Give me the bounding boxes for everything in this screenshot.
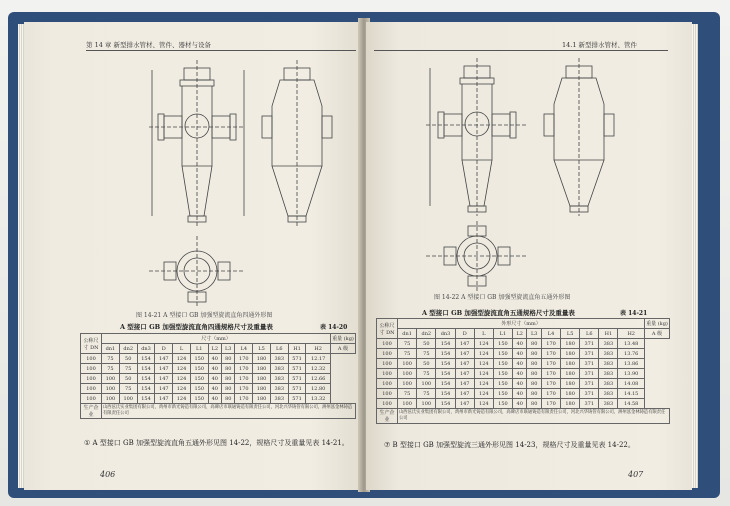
table-cell: 13.90 xyxy=(618,369,645,379)
table-cell: 100 xyxy=(102,394,120,404)
table-cell: 75 xyxy=(417,369,436,379)
sub-header: H2 xyxy=(306,344,331,354)
table-cell: 80 xyxy=(527,359,542,369)
table-cell: 100 xyxy=(102,384,120,394)
table-cell: 100 xyxy=(81,364,102,374)
table-cell: 147 xyxy=(155,364,173,374)
table-cell: 147 xyxy=(455,369,474,379)
table-cell: 147 xyxy=(455,339,474,349)
table-cell: 80 xyxy=(527,379,542,389)
table-cell: 100 xyxy=(102,374,120,384)
header-weight: 重量 (kg) xyxy=(331,334,356,344)
left-page xyxy=(24,22,362,490)
table-cell: 80 xyxy=(222,394,235,404)
table-cell: 154 xyxy=(137,394,155,404)
table-body xyxy=(81,354,356,404)
table-cell: 154 xyxy=(137,364,155,374)
table-row xyxy=(377,359,670,369)
table-cell: 40 xyxy=(208,384,221,394)
table-cell: 100 xyxy=(377,349,398,359)
page-number: 406 xyxy=(100,470,116,479)
sub-header: H1 xyxy=(599,329,618,339)
supplier-text: 山西泫氏实业集团有限公司，禹州市新光铸造有限公司，高碑店市联通铸造有限责任公司，河北兴华铸管有限公司，洲州泓金林铸造有限责任公司 xyxy=(398,409,670,424)
table-cell: 100 xyxy=(81,374,102,384)
table-cell: 75 xyxy=(398,339,417,349)
header-dimensions: 尺寸（mm） xyxy=(102,334,331,344)
table-cell: 180 xyxy=(561,379,580,389)
table-cell: 147 xyxy=(455,349,474,359)
table-cell: 80 xyxy=(222,354,235,364)
table-cell: 147 xyxy=(455,389,474,399)
table-cell: 571 xyxy=(288,394,306,404)
sub-header: A 级 xyxy=(331,344,356,354)
table-cell: 40 xyxy=(512,369,527,379)
table-cell: 150 xyxy=(493,349,512,359)
table-cell: 371 xyxy=(580,389,599,399)
table-cell: 80 xyxy=(527,339,542,349)
table-cell: 40 xyxy=(512,379,527,389)
sub-header: L4 xyxy=(235,344,253,354)
table-cell: 180 xyxy=(253,374,271,384)
table-cell: 12.32 xyxy=(306,364,331,374)
spec-table-right xyxy=(376,318,670,424)
table-cell: 40 xyxy=(208,394,221,404)
sub-header: dn2 xyxy=(417,329,436,339)
table-cell: 80 xyxy=(222,374,235,384)
table-cell: 14.58 xyxy=(618,399,645,409)
table-cell: 383 xyxy=(270,354,288,364)
header-rule xyxy=(86,50,356,51)
table-cell: 154 xyxy=(436,389,455,399)
table-cell: 14.15 xyxy=(618,389,645,399)
sub-header: L5 xyxy=(253,344,271,354)
table-cell: 150 xyxy=(493,399,512,409)
sub-header: L xyxy=(173,344,191,354)
table-cell: 50 xyxy=(119,374,137,384)
table-cell: 13.48 xyxy=(618,339,645,349)
spec-table-left xyxy=(80,333,356,419)
table-cell: 571 xyxy=(288,364,306,374)
sub-header: L xyxy=(474,329,493,339)
table-cell: 170 xyxy=(541,399,560,409)
table-cell: 383 xyxy=(599,359,618,369)
right-page-header: 14.1 新型排水管材、管件 xyxy=(562,41,638,49)
table-row xyxy=(81,394,356,404)
table-cell: 170 xyxy=(235,384,253,394)
table-cell: 170 xyxy=(541,339,560,349)
table-cell: 100 xyxy=(377,339,398,349)
table-row xyxy=(377,379,670,389)
table-number: 表 14-21 xyxy=(620,310,648,317)
table-cell: 180 xyxy=(253,384,271,394)
table-cell: 40 xyxy=(208,364,221,374)
table-cell: 170 xyxy=(541,389,560,399)
table-cell: 100 xyxy=(398,399,417,409)
table-cell: 170 xyxy=(235,394,253,404)
table-cell: 383 xyxy=(599,389,618,399)
sub-header: L4 xyxy=(541,329,560,339)
sub-header: dn1 xyxy=(102,344,120,354)
table-cell: 571 xyxy=(288,384,306,394)
table-cell: 100 xyxy=(377,369,398,379)
table-cell: 150 xyxy=(190,354,208,364)
sub-header: L1 xyxy=(190,344,208,354)
table-cell: 147 xyxy=(155,394,173,404)
table-cell: 150 xyxy=(190,384,208,394)
table-body xyxy=(377,339,670,409)
table-cell: 100 xyxy=(377,379,398,389)
table-cell: 154 xyxy=(137,354,155,364)
table-cell: 150 xyxy=(190,364,208,374)
sub-header: dn3 xyxy=(137,344,155,354)
table-row xyxy=(377,399,670,409)
header-dimensions: 外形尺寸（mm） xyxy=(398,319,645,329)
table-cell: 383 xyxy=(270,374,288,384)
table-cell: 75 xyxy=(102,354,120,364)
table-cell: 100 xyxy=(81,354,102,364)
table-cell: 170 xyxy=(541,379,560,389)
table-cell: 371 xyxy=(580,359,599,369)
header-dn: 公称尺寸 DN xyxy=(81,334,102,354)
table-cell: 150 xyxy=(190,394,208,404)
table-cell: 571 xyxy=(288,354,306,364)
table-cell: 75 xyxy=(119,384,137,394)
sub-header: dn1 xyxy=(398,329,417,339)
table-cell: 100 xyxy=(119,394,137,404)
table-cell: 170 xyxy=(541,369,560,379)
table-cell: 124 xyxy=(474,399,493,409)
table-cell: 50 xyxy=(417,359,436,369)
table-cell: 180 xyxy=(561,389,580,399)
right-page xyxy=(366,22,692,490)
table-cell: 180 xyxy=(253,354,271,364)
table-cell: 371 xyxy=(580,379,599,389)
table-cell: 180 xyxy=(253,394,271,404)
table-cell: 150 xyxy=(493,379,512,389)
table-cell: 154 xyxy=(137,374,155,384)
table-cell: 40 xyxy=(208,354,221,364)
table-cell: 124 xyxy=(474,389,493,399)
table-cell: 180 xyxy=(253,364,271,374)
table-cell: 571 xyxy=(288,374,306,384)
sub-header: L3 xyxy=(527,329,542,339)
table-cell: 40 xyxy=(512,399,527,409)
table-cell: 13.76 xyxy=(618,349,645,359)
table-cell: 100 xyxy=(398,369,417,379)
table-cell: 40 xyxy=(512,389,527,399)
table-cell: 170 xyxy=(235,374,253,384)
table-cell: 383 xyxy=(599,379,618,389)
table-row xyxy=(81,374,356,384)
table-cell: 124 xyxy=(173,394,191,404)
table-cell: 80 xyxy=(222,364,235,374)
table-cell: 50 xyxy=(119,354,137,364)
table-cell: 80 xyxy=(527,349,542,359)
table-cell: 147 xyxy=(155,354,173,364)
table-cell: 124 xyxy=(173,384,191,394)
header-weight: 重量 (kg) xyxy=(645,319,670,329)
table-cell: 180 xyxy=(561,339,580,349)
sub-header: H1 xyxy=(288,344,306,354)
sub-header: D xyxy=(155,344,173,354)
table-cell: 180 xyxy=(561,349,580,359)
four-way-fitting-drawing xyxy=(144,56,362,306)
sub-header: L1 xyxy=(493,329,512,339)
table-cell: 150 xyxy=(493,339,512,349)
table-cell: 40 xyxy=(208,374,221,384)
table-cell: 100 xyxy=(377,359,398,369)
table-cell: 154 xyxy=(436,339,455,349)
table-cell: 154 xyxy=(436,379,455,389)
table-cell: 383 xyxy=(599,339,618,349)
table-cell: 100 xyxy=(417,399,436,409)
sub-header: dn2 xyxy=(119,344,137,354)
table-title: A 型接口 GB 加强型旋流直角四通规格尺寸及重量表 xyxy=(120,323,273,331)
table-cell: 124 xyxy=(474,369,493,379)
table-cell: 383 xyxy=(270,384,288,394)
table-cell: 147 xyxy=(455,359,474,369)
table-cell: 13.86 xyxy=(618,359,645,369)
table-row xyxy=(377,339,670,349)
table-cell: 124 xyxy=(173,374,191,384)
page-number: 407 xyxy=(628,470,644,479)
table-cell: 154 xyxy=(137,384,155,394)
table-cell: 180 xyxy=(561,369,580,379)
table-cell: 124 xyxy=(474,379,493,389)
supplier-text: 山西泫氏实业集团有限公司，禹州市新光铸造有限公司，高碑店市联通铸造有限责任公司，河北兴华铸管有限公司，洲州泓金林铸造有限责任公司 xyxy=(102,404,356,419)
table-cell: 80 xyxy=(527,389,542,399)
table-row xyxy=(81,384,356,394)
table-cell: 124 xyxy=(173,354,191,364)
table-cell: 124 xyxy=(474,349,493,359)
sub-header: L5 xyxy=(561,329,580,339)
table-cell: 371 xyxy=(580,399,599,409)
table-cell: 371 xyxy=(580,349,599,359)
table-cell: 124 xyxy=(474,339,493,349)
table-cell: 147 xyxy=(455,379,474,389)
table-cell: 383 xyxy=(270,364,288,374)
table-cell: 100 xyxy=(398,379,417,389)
table-cell: 154 xyxy=(436,349,455,359)
figure-caption: 图 14-22 A 型接口 GB 加强型旋流直角五通外形图 xyxy=(434,294,571,301)
sub-header: L2 xyxy=(512,329,527,339)
table-cell: 154 xyxy=(436,359,455,369)
table-cell: 170 xyxy=(235,364,253,374)
table-cell: 40 xyxy=(512,349,527,359)
sub-header: L6 xyxy=(580,329,599,339)
table-cell: 12.17 xyxy=(306,354,331,364)
five-way-fitting-drawing xyxy=(406,56,636,296)
table-cell: 75 xyxy=(398,349,417,359)
sub-header: L6 xyxy=(270,344,288,354)
table-cell: 100 xyxy=(377,389,398,399)
table-cell: 180 xyxy=(561,399,580,409)
table-cell: 75 xyxy=(102,364,120,374)
table-cell: 75 xyxy=(417,389,436,399)
table-cell: 147 xyxy=(155,384,173,394)
sub-header: dn3 xyxy=(436,329,455,339)
header-dn: 公称尺寸 DN xyxy=(377,319,398,339)
left-page-header: 第 14 章 新型排水管材、管件、器材与设备 xyxy=(86,41,211,49)
table-cell: 80 xyxy=(527,369,542,379)
table-cell: 150 xyxy=(493,359,512,369)
table-cell: 154 xyxy=(436,399,455,409)
table-cell: 12.80 xyxy=(306,384,331,394)
table-cell: 150 xyxy=(493,389,512,399)
table-cell: 40 xyxy=(512,339,527,349)
table-title: A 型接口 GB 加强型旋流直角五通规格尺寸及重量表 xyxy=(422,309,575,317)
table-cell: 50 xyxy=(417,339,436,349)
table-cell: 75 xyxy=(417,349,436,359)
table-cell: 100 xyxy=(81,394,102,404)
table-cell: 124 xyxy=(474,359,493,369)
table-cell: 147 xyxy=(455,399,474,409)
table-row xyxy=(81,364,356,374)
table-cell: 170 xyxy=(541,359,560,369)
table-cell: 100 xyxy=(398,359,417,369)
sub-header: L2 xyxy=(208,344,221,354)
note-text: ⑦ B 型接口 GB 加强型旋流三通外形见图 14-23，规格尺寸及重量见表 14-22。 xyxy=(384,441,635,449)
table-cell: 75 xyxy=(119,364,137,374)
table-cell: 170 xyxy=(235,354,253,364)
table-row xyxy=(377,369,670,379)
table-cell: 371 xyxy=(580,369,599,379)
supplier-label: 生产企业 xyxy=(81,404,102,419)
table-cell: 100 xyxy=(377,399,398,409)
figure-caption: 图 14-21 A 型接口 GB 加强型旋流直角四通外形图 xyxy=(136,312,273,319)
table-cell: 14.08 xyxy=(618,379,645,389)
table-row xyxy=(377,389,670,399)
table-cell: 80 xyxy=(222,384,235,394)
table-cell: 180 xyxy=(561,359,580,369)
table-cell: 383 xyxy=(599,369,618,379)
table-cell: 150 xyxy=(493,369,512,379)
table-cell: 371 xyxy=(580,339,599,349)
note-text: ① A 型接口 GB 加强型旋流直角五通外形见图 14-22，规格尺寸及重量见表 14-21。 xyxy=(84,439,349,447)
table-cell: 40 xyxy=(512,359,527,369)
sub-header: L3 xyxy=(222,344,235,354)
table-cell: 100 xyxy=(417,379,436,389)
table-cell: 75 xyxy=(398,389,417,399)
table-cell: 12.66 xyxy=(306,374,331,384)
table-cell: 13.32 xyxy=(306,394,331,404)
table-row xyxy=(377,349,670,359)
table-cell: 147 xyxy=(155,374,173,384)
table-cell: 383 xyxy=(599,349,618,359)
table-cell: 150 xyxy=(190,374,208,384)
table-cell: 100 xyxy=(81,384,102,394)
table-row xyxy=(81,354,356,364)
sub-header: H2 xyxy=(618,329,645,339)
table-cell: 154 xyxy=(436,369,455,379)
table-cell: 124 xyxy=(173,364,191,374)
sub-header: D xyxy=(455,329,474,339)
supplier-label: 生产企业 xyxy=(377,409,398,424)
sub-header: A 级 xyxy=(645,329,670,339)
table-cell: 80 xyxy=(527,399,542,409)
table-number: 表 14-20 xyxy=(320,324,348,331)
table-cell: 170 xyxy=(541,349,560,359)
header-rule xyxy=(374,50,668,51)
table-cell: 383 xyxy=(270,394,288,404)
table-cell: 383 xyxy=(599,399,618,409)
